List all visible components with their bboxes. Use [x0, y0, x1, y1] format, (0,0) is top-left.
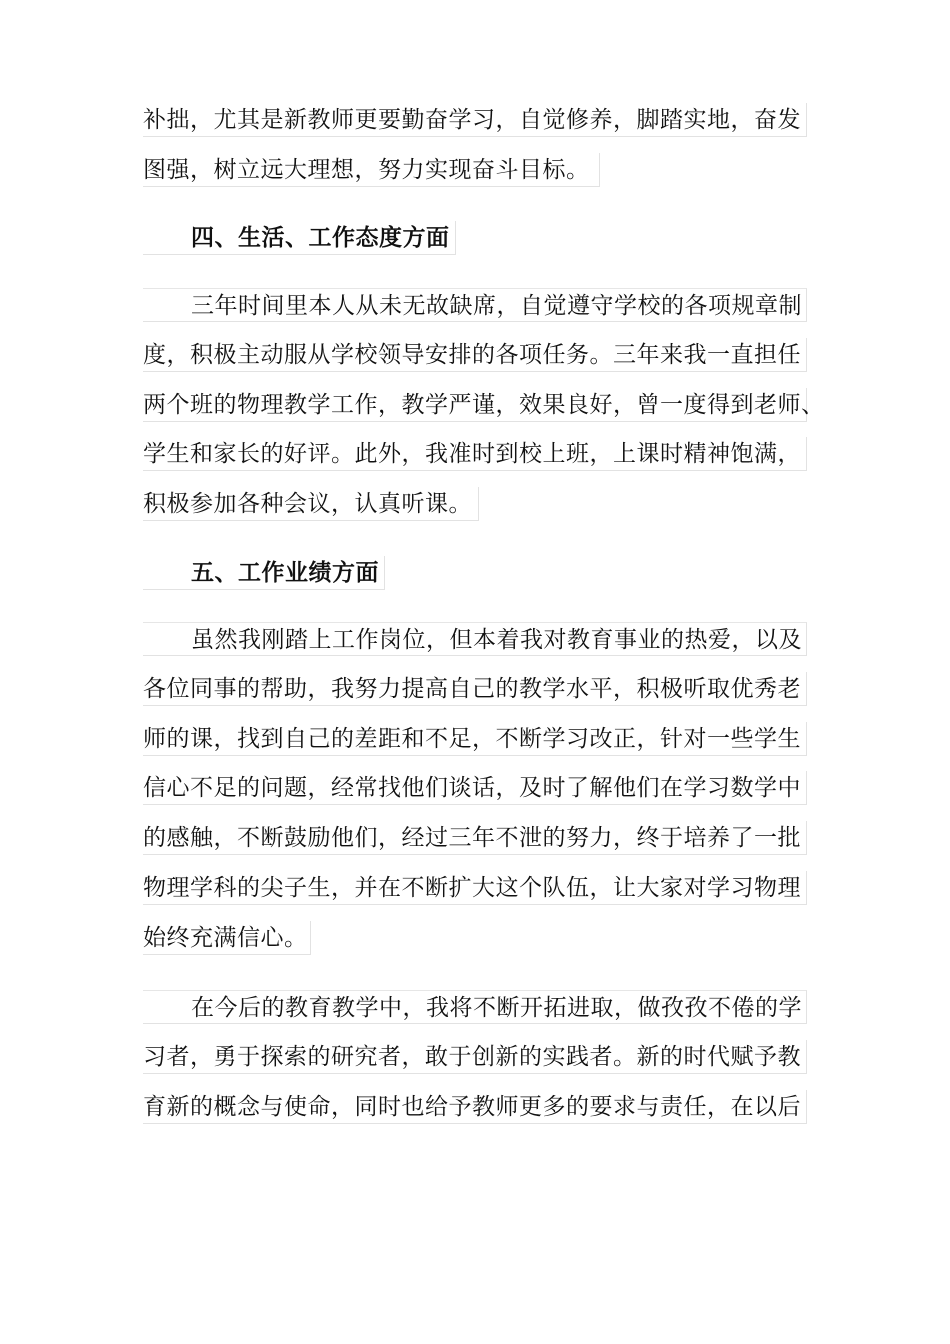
body-text-line: 习者，勇于探索的研究者，敢于创新的实践者。新的时代赋予教	[143, 1040, 807, 1074]
body-text-line: 始终充满信心。	[143, 921, 311, 955]
body-text-line: 补拙，尤其是新教师更要勤奋学习，自觉修养，脚踏实地，奋发	[143, 103, 807, 137]
body-text-line: 两个班的物理教学工作，教学严谨，效果良好，曾一度得到老师、	[143, 388, 807, 422]
body-text-line: 积极参加各种会议，认真听课。	[143, 487, 479, 521]
body-text-line: 三年时间里本人从未无故缺席，自觉遵守学校的各项规章制	[143, 288, 807, 322]
body-text-line: 虽然我刚踏上工作岗位，但本着我对教育事业的热爱，以及	[143, 622, 807, 656]
body-text-line: 的感触，不断鼓励他们，经过三年不泄的努力，终于培养了一批	[143, 821, 807, 855]
section-heading-5: 五、工作业绩方面	[143, 556, 385, 590]
section-heading-4: 四、生活、工作态度方面	[143, 221, 456, 255]
body-text-line: 各位同事的帮助，我努力提高自己的教学水平，积极听取优秀老	[143, 672, 807, 706]
body-text-line: 学生和家长的好评。此外，我准时到校上班，上课时精神饱满，	[143, 437, 807, 471]
body-text-line: 度，积极主动服从学校领导安排的各项任务。三年来我一直担任	[143, 338, 807, 372]
body-text-line: 物理学科的尖子生，并在不断扩大这个队伍，让大家对学习物理	[143, 871, 807, 905]
body-text-line: 信心不足的问题，经常找他们谈话，及时了解他们在学习数学中	[143, 771, 807, 805]
body-text-line: 育新的概念与使命，同时也给予教师更多的要求与责任，在以后	[143, 1090, 807, 1124]
body-text-line: 图强，树立远大理想，努力实现奋斗目标。	[143, 153, 600, 187]
body-text-line: 师的课，找到自己的差距和不足，不断学习改正，针对一些学生	[143, 722, 807, 756]
body-text-line: 在今后的教育教学中，我将不断开拓进取，做孜孜不倦的学	[143, 990, 807, 1024]
